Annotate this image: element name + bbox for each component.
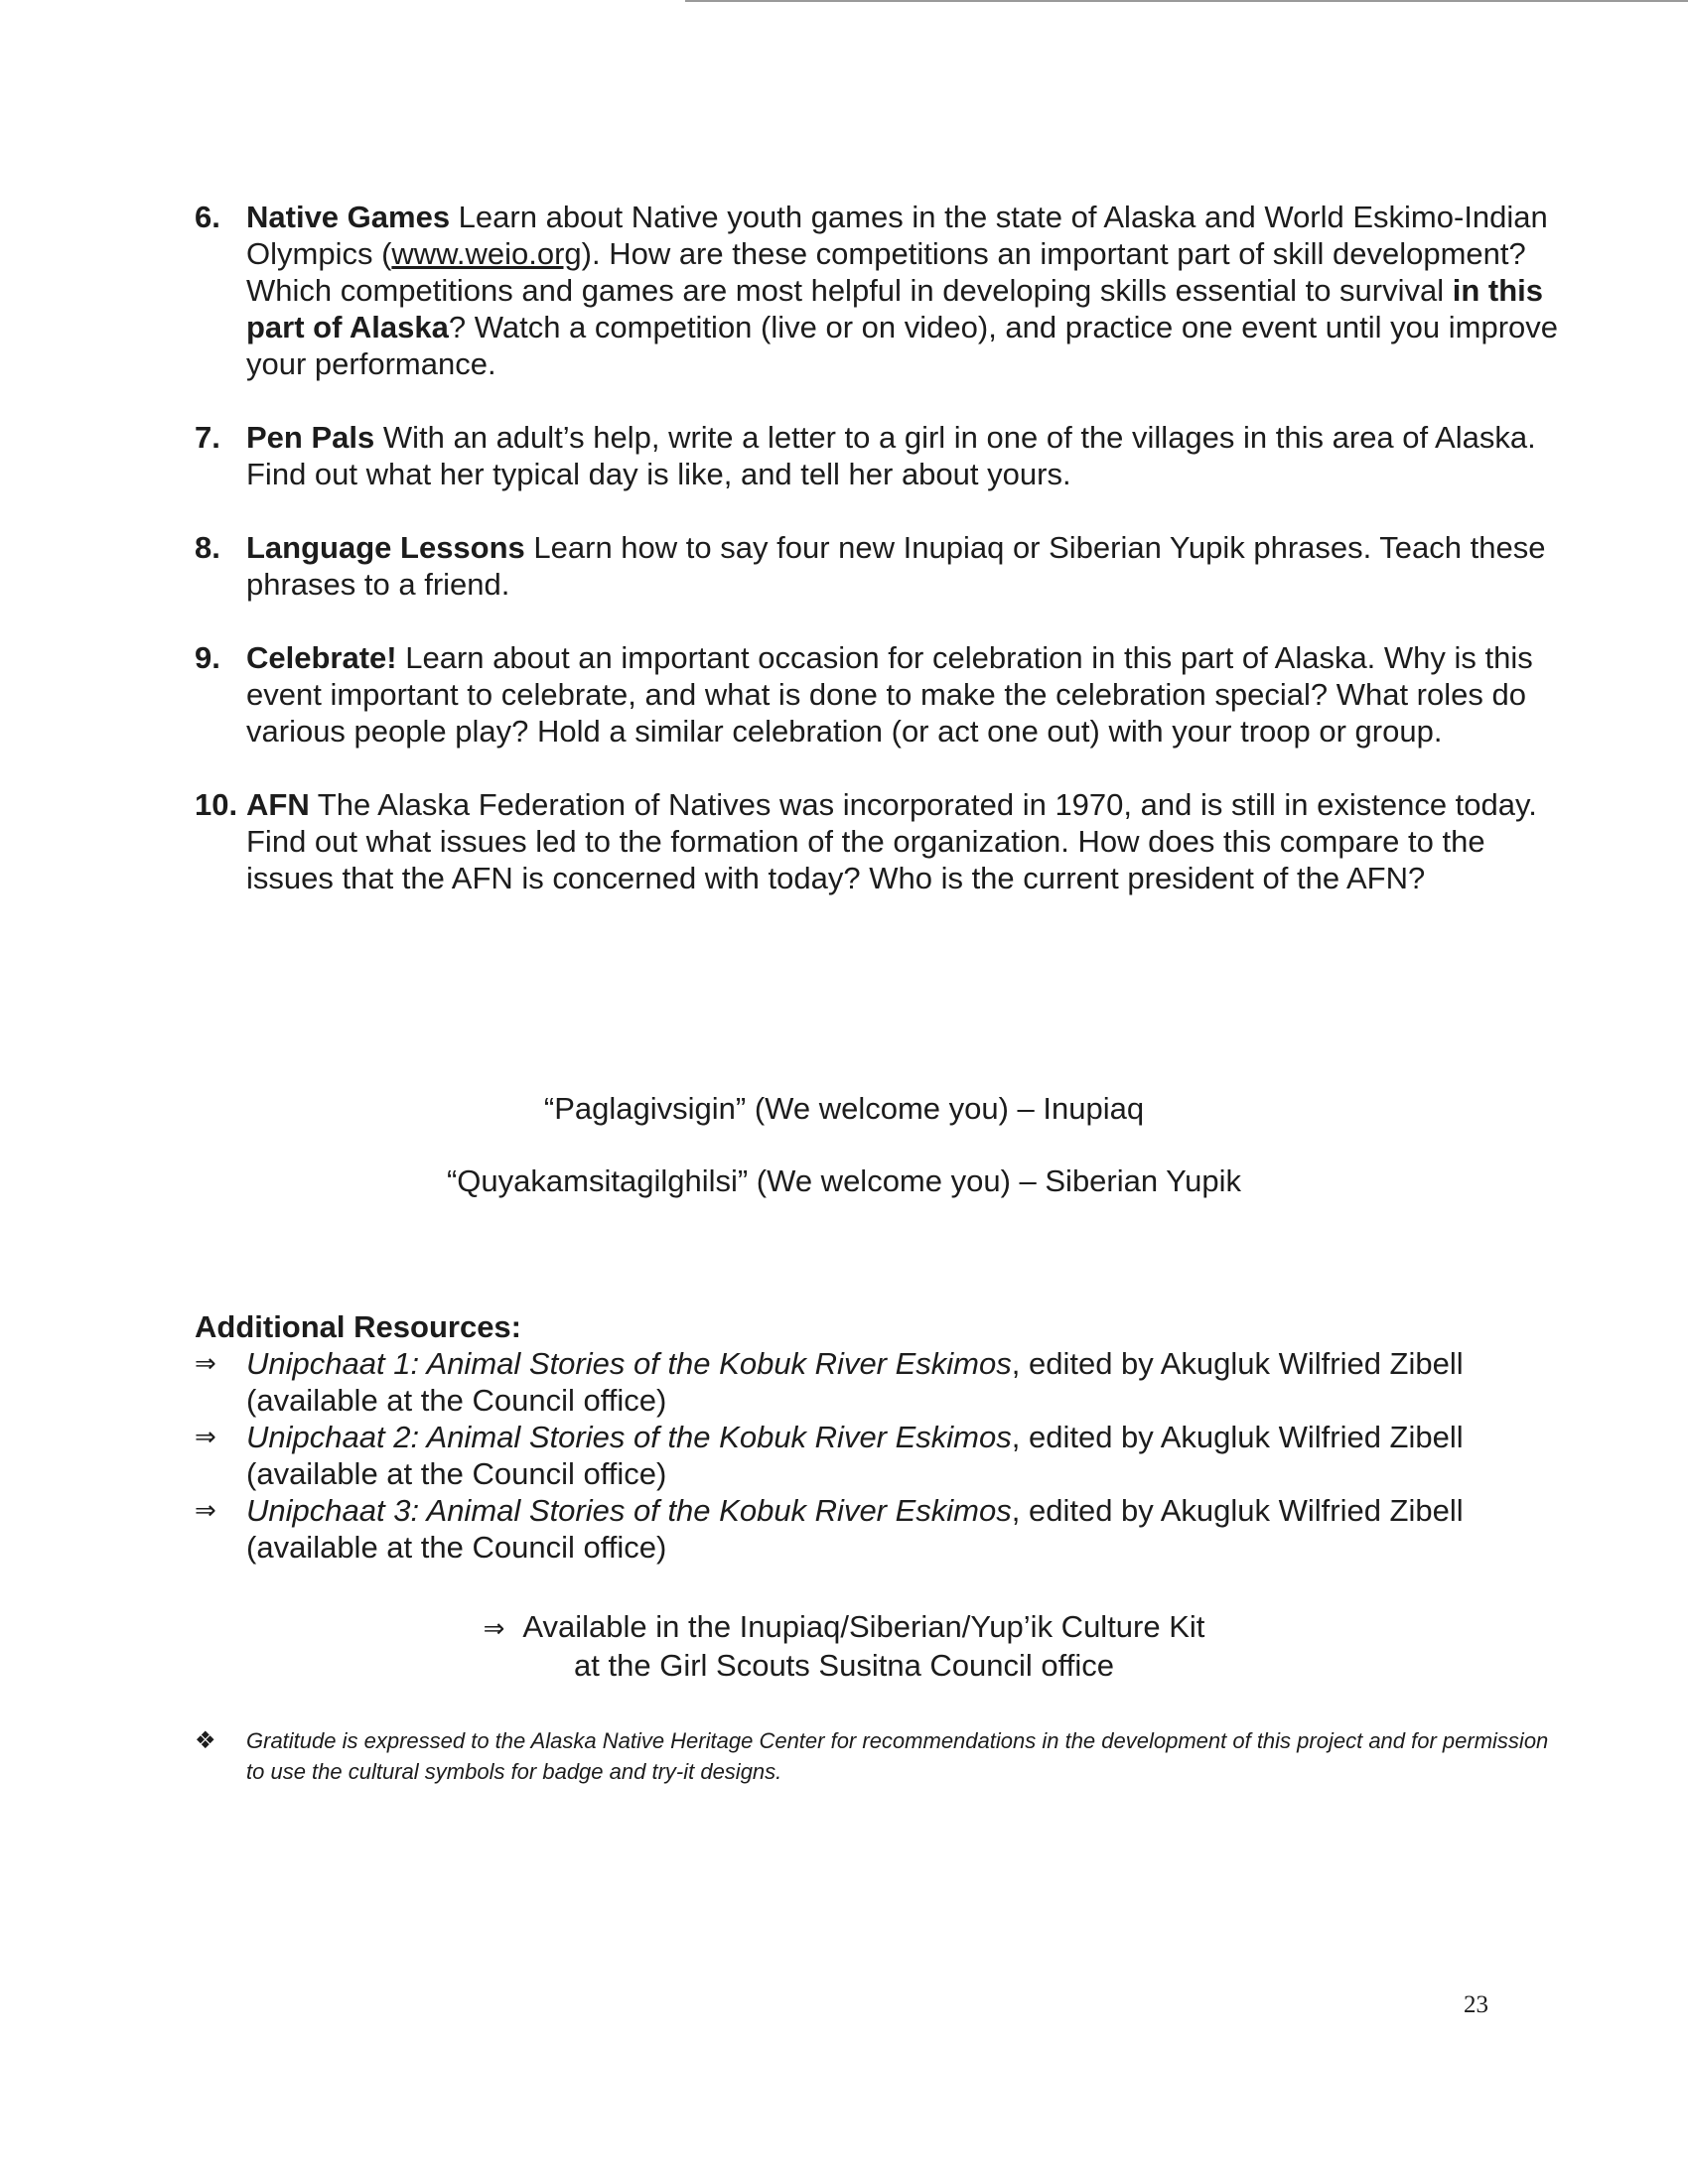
weio-link[interactable]: www.weio.org [391, 236, 582, 271]
culture-kit-note [0, 1608, 1688, 1684]
gratitude-note [195, 1725, 1565, 1787]
item-text: With an adult’s help, write a letter to a girl in one of the villages in this area of Alaska. Find out what her typical day is like, and tell her about yours. [246, 420, 1536, 491]
list-item [195, 639, 1565, 750]
resource-item [195, 1492, 1565, 1566]
arrow-right-icon: ⇒ [195, 1495, 216, 1525]
arrow-right-icon: ⇒ [195, 1422, 216, 1451]
item-text: Learn about an important occasion for celebration in this part of Alaska. Why is this event important to celebrate, and what is done to make the celebration special? What roles do various people play? Hold a similar celebration (or act one out) with your troop or group. [246, 640, 1533, 749]
diamond-bullet-icon: ❖ [195, 1727, 216, 1754]
list-item [195, 529, 1565, 603]
resource-item [195, 1419, 1565, 1492]
kit-line-1: Available in the Inupiaq/Siberian/Yup’ik Culture Kit [522, 1609, 1205, 1644]
item-number: 10. [195, 787, 238, 822]
item-text: ). How are these competitions an important part of skill development? Which competitions and games are most helpful in developing skills essential to survival [246, 236, 1526, 308]
item-text: ? Watch a competition (live or on video), and practice one event until you improve your performance. [246, 310, 1559, 381]
item-emphasis: in this part of Alaska [246, 273, 1544, 344]
list-item [195, 786, 1565, 896]
resource-details: , edited by Akugluk Wilfried Zibell (available at the Council office) [246, 1346, 1464, 1418]
item-number: 6. [195, 200, 220, 234]
item-title: AFN [246, 787, 310, 822]
arrow-right-icon: ⇒ [483, 1613, 505, 1643]
kit-line-2: at the Girl Scouts Susitna Council office [574, 1648, 1114, 1683]
greeting-inupiaq: “Paglagivsigin” (We welcome you) – Inupiaq [543, 1091, 1145, 1126]
item-title: Celebrate! [246, 640, 397, 675]
activity-list [195, 199, 1565, 933]
item-text: The Alaska Federation of Natives was incorporated in 1970, and is still in existence today. Find out what issues led to the formation of the organization. How does this compare to the issues that the AFN is concerned with today? Who is the current president of the AFN? [246, 787, 1537, 895]
item-text: Learn how to say four new Inupiaq or Siberian Yupik phrases. Teach these phrases to a friend. [246, 530, 1546, 602]
item-number: 7. [195, 420, 220, 455]
item-title: Pen Pals [246, 420, 375, 455]
item-title: Language Lessons [246, 530, 525, 565]
item-text: Learn about Native youth games in the state of Alaska and World Eskimo-Indian Olympics ( [246, 200, 1548, 271]
resource-title: Unipchaat 3: Animal Stories of the Kobuk River Eskimos [246, 1493, 1012, 1528]
resource-details: , edited by Akugluk Wilfried Zibell (available at the Council office) [246, 1420, 1464, 1491]
scan-edge-line [685, 0, 1688, 2]
resources-heading: Additional Resources: [195, 1309, 521, 1344]
greeting-siberian-yupik: “Quyakamsitagilghilsi” (We welcome you) – Siberian Yupik [446, 1163, 1242, 1198]
resource-title: Unipchaat 1: Animal Stories of the Kobuk River Eskimos [246, 1346, 1012, 1381]
additional-resources [195, 1308, 1565, 1566]
list-item [195, 419, 1565, 492]
arrow-right-icon: ⇒ [195, 1348, 216, 1378]
item-number: 9. [195, 640, 220, 675]
page-number: 23 [1464, 1991, 1488, 2018]
item-title: Native Games [246, 200, 451, 234]
resource-item [195, 1345, 1565, 1419]
resource-details: , edited by Akugluk Wilfried Zibell (available at the Council office) [246, 1493, 1464, 1565]
resource-title: Unipchaat 2: Animal Stories of the Kobuk River Eskimos [246, 1420, 1012, 1454]
gratitude-text: Gratitude is expressed to the Alaska Native Heritage Center for recommendations in the development of this project and for permission to use the cultural symbols for badge and try-it designs. [246, 1728, 1549, 1784]
item-number: 8. [195, 530, 220, 565]
list-item [195, 199, 1565, 382]
